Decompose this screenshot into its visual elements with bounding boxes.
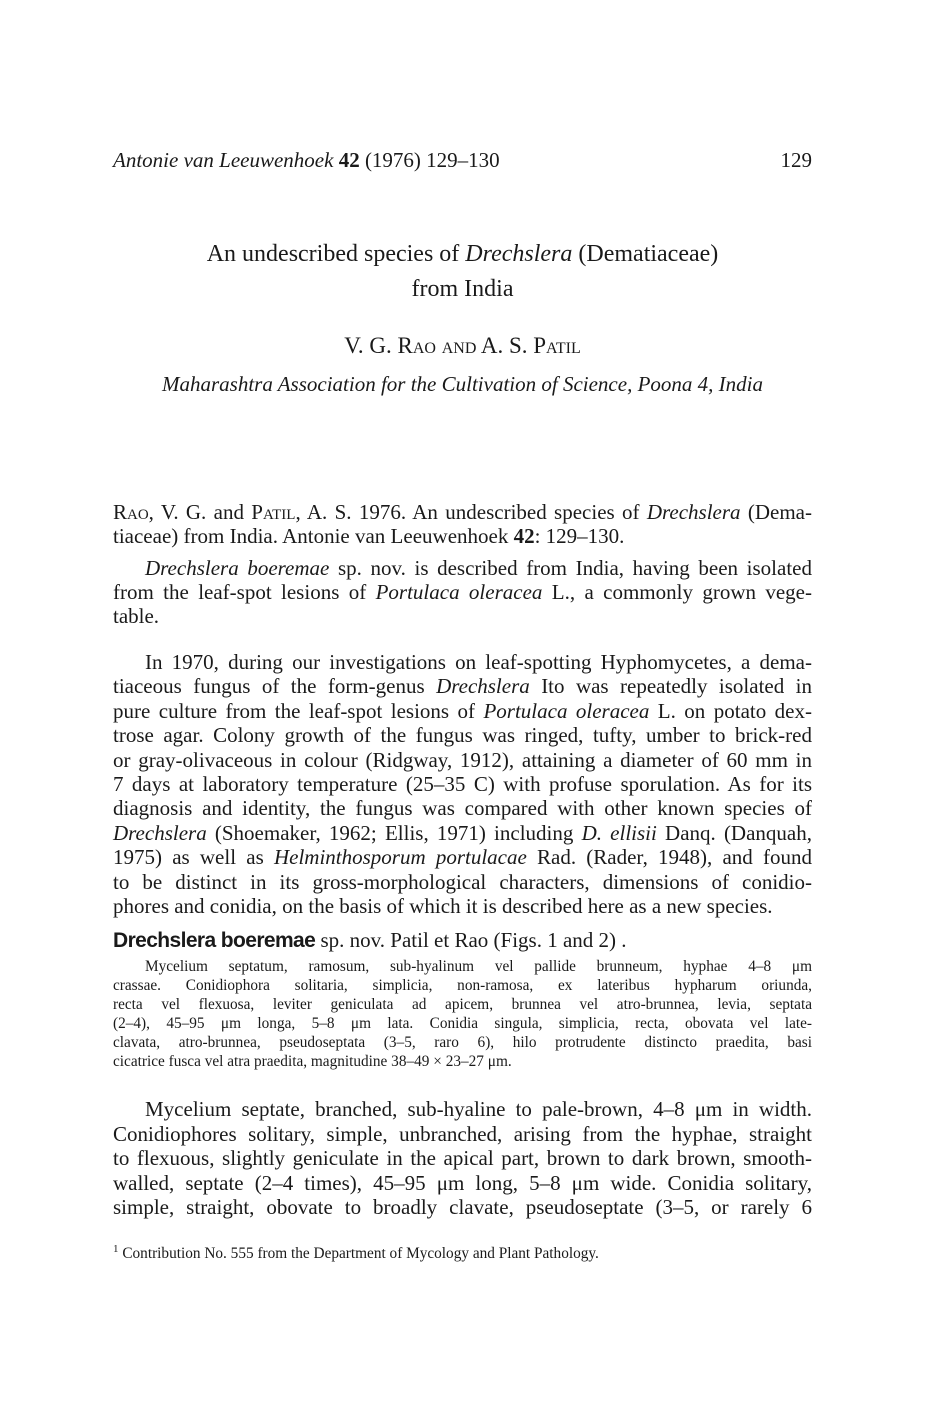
footnote-text: Contribution No. 555 from the Department of Mycology and Plant Pathology. [118, 1245, 599, 1263]
text: In 1970, during our investigations on leaf-spotting Hyphomycetes, a dema- [145, 650, 812, 674]
text: , V. G. and [148, 500, 252, 524]
volume: 42 [338, 148, 360, 172]
italic-text: Portulaca oleracea [483, 699, 650, 723]
text-line [113, 1195, 812, 1219]
text: tiaceous fungus of the form-genus [113, 674, 437, 698]
text: or gray-olivaceous in colour (Ridgway, 1912), attaining a diameter of 60 mm in [113, 748, 812, 772]
text: (2–4), 45–95 μm longa, 5–8 μm lata. Conidia singula, simplicia, recta, obovata vel late- [113, 1015, 812, 1032]
text-line [113, 748, 812, 772]
text: (Dema- [740, 500, 812, 524]
italic-text: Drechslera [436, 674, 530, 698]
text-line [113, 870, 812, 894]
text-line [113, 500, 812, 524]
title-genus: Drechslera [465, 241, 573, 267]
text-line [113, 556, 812, 580]
text: crassae. Conidiophora solitaria, simplicia, non-ramosa, ex lateribus hypharum oriunda, [113, 977, 812, 994]
text-line [113, 928, 812, 953]
text: sp. nov. is described from India, having been isolated [329, 556, 812, 580]
text-line [113, 524, 812, 548]
text: clavata, atro-brunnea, pseudoseptata (3–5, raro 6), hilo protrudente distincto praedita, basi [113, 1034, 812, 1051]
latin-diagnosis-line [113, 995, 812, 1014]
text: Conidiophores solitary, simple, unbranched, arising from the hyphae, straight [113, 1122, 812, 1146]
text: table. [113, 604, 160, 628]
text: 1975) as well as [113, 845, 274, 869]
text-line [113, 699, 812, 723]
text: sp. nov. Patil et Rao (Figs. 1 and 2) . [315, 928, 627, 952]
text: 7 days at laboratory temperature (25–35 C) with profuse sporulation. As for its [113, 772, 812, 796]
footnote [113, 1240, 812, 1263]
text-line [113, 1097, 812, 1121]
year-pages: (1976) 129–130 [359, 148, 500, 172]
running-head [113, 148, 812, 172]
journal-name: Antonie van Leeuwenhoek [113, 148, 334, 172]
footnote-marker: 1 [113, 1243, 119, 1255]
title-text: An undescribed species of [206, 241, 466, 267]
text-line [113, 674, 812, 698]
text: tiaceae) from India. Antonie van Leeuwenhoek [113, 524, 514, 548]
text: Mycelium septate, branched, sub-hyaline to pale-brown, 4–8 μm in width. [145, 1097, 812, 1121]
small-caps-text: Rao [113, 500, 149, 524]
latin-diagnosis-line [113, 976, 812, 995]
latin-diagnosis-line [113, 1014, 812, 1033]
text-line [113, 580, 812, 604]
title-text: (Dematiaceae) [572, 241, 719, 267]
affiliation: Maharashtra Association for the Cultivation of Science, Poona 4, India [162, 372, 763, 396]
bold-text: 42 [513, 524, 535, 548]
text-line [113, 650, 812, 674]
text: (Shoemaker, 1962; Ellis, 1971) including [206, 821, 582, 845]
text-line [113, 845, 812, 869]
text: to flexuous, slightly geniculate in the apical part, brown to dark brown, smooth- [113, 1146, 812, 1170]
text: L., a commonly grown vege- [542, 580, 812, 604]
bold-text: Drechslera boeremae [113, 929, 316, 952]
text: Ito was repeatedly isolated in [529, 674, 812, 698]
italic-text: Portulaca oleracea [375, 580, 543, 604]
latin-diagnosis-line [113, 957, 812, 976]
text: walled, septate (2–4 times), 45–95 μm long, 5–8 μm wide. Conidia solitary, [113, 1171, 812, 1195]
text: trose agar. Colony growth of the fungus was ringed, tufty, umber to brick-red [113, 723, 812, 747]
italic-text: Drechslera [646, 500, 741, 524]
text-line [113, 604, 812, 628]
text: cicatrice fusca vel atra praedita, magnitudine 38–49 × 23–27 μm. [113, 1053, 512, 1070]
italic-text: Drechslera [113, 821, 207, 845]
latin-diagnosis-line [113, 1033, 812, 1052]
small-caps-text: Patil [251, 500, 296, 524]
text: Mycelium septatum, ramosum, sub-hyalinum vel pallide brunneum, hyphae 4–8 μm [145, 958, 812, 975]
text: diagnosis and identity, the fungus was compared with other known species of [113, 796, 812, 820]
text: Rad. (Rader, 1948), and found [526, 845, 812, 869]
page-title [113, 240, 812, 268]
text-line [113, 1122, 812, 1146]
text: : 129–130. [534, 524, 625, 548]
text: , A. S. 1976. An undescribed species of [295, 500, 647, 524]
text-line [113, 1171, 812, 1195]
text: from the leaf-spot lesions of [113, 580, 376, 604]
text-line [113, 796, 812, 820]
text: simple, straight, obovate to broadly clavate, pseudoseptate (3–5, or rarely 6 [113, 1195, 812, 1219]
italic-text: D. ellisii [581, 821, 657, 845]
text-line [113, 1146, 812, 1170]
text: L. on potato dex- [649, 699, 812, 723]
italic-text: Helminthosporum portulacae [273, 845, 527, 869]
text-line [113, 723, 812, 747]
text-line [113, 772, 812, 796]
text: phores and conidia, on the basis of which it is described here as a new species. [113, 894, 773, 918]
text-line [113, 894, 812, 918]
latin-diagnosis-line [113, 1052, 812, 1071]
text-line [113, 821, 812, 845]
text: Danq. (Danquah, [656, 821, 812, 845]
text: to be distinct in its gross-morphological characters, dimensions of conidio- [113, 870, 812, 894]
page-title-line2: from India [411, 276, 514, 302]
text: pure culture from the leaf-spot lesions of [113, 699, 484, 723]
authors: V. G. Rao and A. S. Patil [344, 333, 581, 358]
page-number: 129 [780, 148, 812, 172]
text: recta vel flexuosa, leviter geniculata ad apicem, brunnea vel atro-brunnea, levia, septata [113, 996, 812, 1013]
italic-text: Drechslera boeremae [145, 556, 330, 580]
